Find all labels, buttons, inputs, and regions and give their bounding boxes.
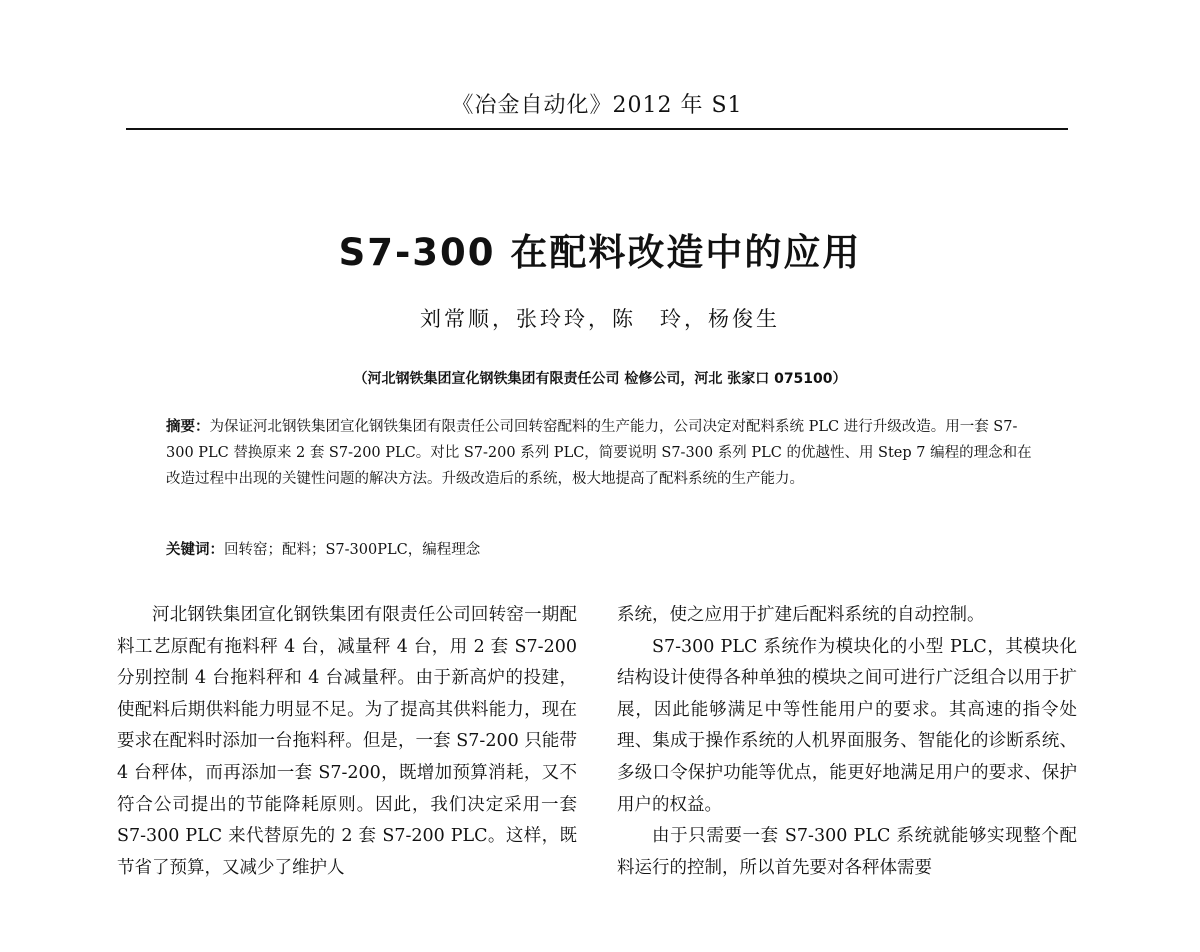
body-column-right	[617, 600, 1077, 884]
abstract	[166, 414, 1038, 492]
paper-title: S7-300 在配料改造中的应用	[338, 231, 862, 274]
abstract-paragraph	[166, 414, 1038, 492]
journal-header-text: 《冶金自动化》2012 年 S1	[451, 93, 743, 118]
journal-header	[126, 88, 1068, 130]
keywords-label: 关键词：	[166, 541, 224, 558]
body-paragraph: 系统，使之应用于扩建后配料系统的自动控制。	[617, 605, 985, 625]
keywords-text: 回转窑；配料；S7-300PLC，编程理念	[224, 542, 481, 558]
body-paragraph: 由于只需要一套 S7-300 PLC 系统就能够实现整个配料运行的控制，所以首先要对各秤体需要	[617, 826, 1077, 878]
abstract-text: 为保证河北钢铁集团宣化钢铁集团有限责任公司回转窑配料的生产能力，公司决定对配料系统 PLC 进行升级改造。用一套 S7-300 PLC 替换原来 2 套 S7-200 PLC。对比 S7-200 系列 PLC，简要说明 S7-300 系列 PLC 的优越性、用 Step 7 编程的理念和在改造过程中出现的关键性问题的解决方法。升级改造后的系统，极大地提高了配料系统的生产能力。	[166, 419, 1032, 487]
keywords	[166, 537, 1038, 563]
body-column-left	[117, 600, 577, 884]
abstract-label: 摘要：	[166, 418, 210, 435]
authors: 刘常顺，张玲玲，陈 玲，杨俊生	[420, 307, 780, 331]
affiliation: （河北钢铁集团宣化钢铁集团有限责任公司 检修公司，河北 张家口 075100）	[353, 371, 847, 387]
body-paragraph: S7-300 PLC 系统作为模块化的小型 PLC，其模块化结构设计使得各种单独的模块之间可进行广泛组合以用于扩展，因此能够满足中等性能用户的要求。其高速的指令处理、集成于操作系统的人机界面服务、智能化的诊断系统、多级口令保护功能等优点，能更好地满足用户的要求、保护用户的权益。	[617, 636, 1077, 815]
body-paragraph: 河北钢铁集团宣化钢铁集团有限责任公司回转窑一期配料工艺原配有拖料秤 4 台，减量秤 4 台，用 2 套 S7-200 分别控制 4 台拖料秤和 4 台减量秤。由于新高炉的投建，使配料后期供料能力明显不足。为了提高其供料能力，现在要求在配料时添加一台拖料秤。但是，一套 S7-200 只能带 4 台秤体，而再添加一套 S7-200，既增加预算消耗，又不符合公司提出的节能降耗原则。因此，我们决定采用一套 S7-300 PLC 来代替原先的 2 套 S7-200 PLC。这样，既节省了预算，又减少了维护人	[117, 605, 577, 878]
